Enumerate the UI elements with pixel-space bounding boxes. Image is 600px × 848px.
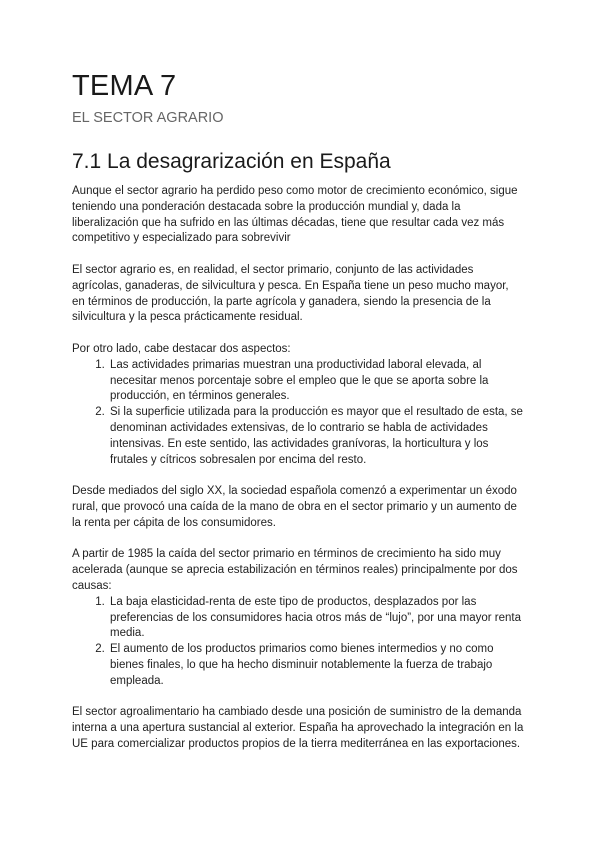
list-item: 2. El aumento de los productos primarios como bienes intermedios y no como bienes finales, lo que ha hecho disminuir notablemente la fuerza de trabajo empleada.: [108, 642, 524, 689]
paragraph: A partir de 1985 la caída del sector primario en términos de crecimiento ha sido muy acelerada (aunque se aprecia estabilización en términos reales) principalmente por dos causas:: [72, 548, 518, 592]
paragraph: Por otro lado, cabe destacar dos aspectos:: [72, 342, 291, 355]
paragraph: Desde mediados del siglo XX, la sociedad española comenzó a experimentar un éxodo rural, que provocó una caída de la mano de obra en el sector primario y un aumento de la renta per cápita de los consumidores.: [72, 485, 517, 529]
document-body: [72, 184, 524, 768]
paragraph: El sector agroalimentario ha cambiado desde una posición de suministro de la demanda interna a una apertura sustancial al exterior. España ha aprovechado la integración en la UE para comercializar productos propios de la tierra mediterránea en las exportaciones.: [72, 706, 524, 750]
list-item: 1. La baja elasticidad-renta de este tipo de productos, desplazados por las preferencias de los consumidores hacia otros más de “lujo”, por una mayor renta media.: [108, 595, 524, 642]
list-item: 2. Si la superficie utilizada para la producción es mayor que el resultado de esta, se denominan actividades extensivas, de lo contrario se habla de actividades intensivas. En este sentido, las actividades granívoras, la horticultura y los frutales y cítricos sobresalen por encima del resto.: [108, 405, 524, 468]
paragraph: Aunque el sector agrario ha perdido peso como motor de crecimiento económico, sigue teniendo una ponderación destacada sobre la producción mundial y, dada la liberalización que ha sufrido en las últimas décadas, tiene que resultar cada vez más competitivo y especializado para sobrevivir: [72, 185, 518, 245]
page-title: TEMA 7: [72, 70, 177, 102]
page-subtitle: EL SECTOR AGRARIO: [72, 110, 224, 126]
list-item: 1. Las actividades primarias muestran una productividad laboral elevada, al necesitar menos porcentaje sobre el empleo que le que se aporta sobre la producción, en términos generales.: [108, 358, 524, 405]
numbered-list: [72, 358, 524, 469]
paragraph: El sector agrario es, en realidad, el sector primario, conjunto de las actividades agrícolas, ganaderas, de silvicultura y pesca. En España tiene un peso mucho mayor, en términos de producción, la parte agrícola y ganadera, siendo la presencia de la silvicultura y la pesca prácticamente residual.: [72, 263, 509, 324]
section-heading: 7.1 La desagrarización en España: [72, 150, 391, 173]
numbered-list: [72, 595, 524, 690]
